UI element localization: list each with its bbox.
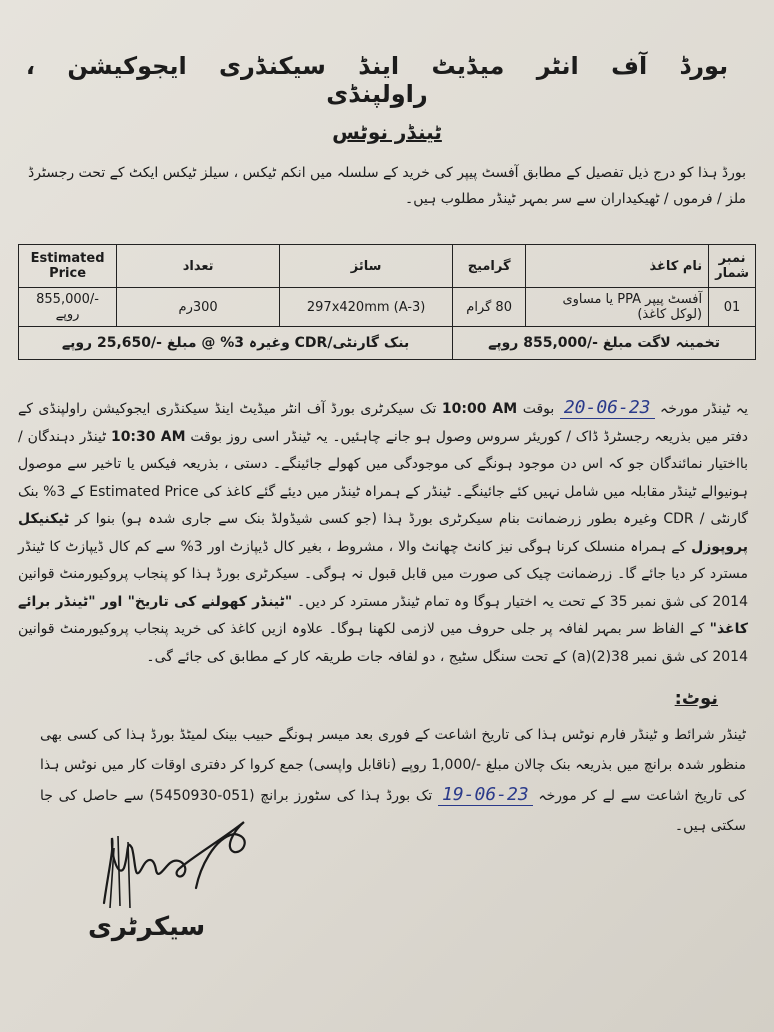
handwritten-open-date: 20-06-23 — [560, 397, 655, 419]
cell-grammage: 80 گرام — [453, 288, 526, 327]
header-serial: نمبر شمار — [709, 245, 756, 288]
body-text-f: کے الفاظ سر بمہر لفافہ پر جلی حروف میں لازمی لکھنا ہوگا۔ علاوہ ازیں کاغذ کی خرید پنجاب پروکیورمنٹ قوانین 2014 کی شق نمبر 38(2)(a) کے تحت سنگل سٹیج ، دو لفافہ جات طریقہ کار کے مطابق کی جائے گی۔ — [18, 621, 748, 665]
header-size: سائز — [280, 245, 453, 288]
cell-serial: 01 — [709, 288, 756, 327]
header-paper-name: نام کاغذ — [526, 245, 709, 288]
handwritten-forms-date: 19-06-23 — [438, 784, 533, 806]
tender-table — [18, 244, 756, 360]
notice-heading: ٹینڈر نوٹس — [332, 120, 442, 144]
intro-paragraph: بورڈ ہذا کو درج ذیل تفصیل کے مطابق آفسٹ پیپر کی خرید کے سلسلہ میں انکم ٹیکس ، سیلز ٹیکس ایکٹ کے تحت رجسٹرڈ ملز / فرموں / ٹھیکیداران سے سر بمہر ٹینڈر مطلوب ہیں۔ — [28, 165, 746, 207]
header-grammage: گرامیج — [453, 245, 526, 288]
body-text-d: ٹینڈر دہندگان / بااختیار نمائندگان جو کہ اس دن موجود ہونگے کی موجودگی میں کھولے جائینگے۔ دستی ، بذریعہ فیکس یا تاخیر سے موصول ہونیوالے ٹینڈر مقابلہ میں شامل نہیں کئے جائینگے۔ ٹینڈر کے ہمراہ ٹینڈر میں دیئے گئے کاغذ کی Estimated Price کے 3% بنک گارنٹی / CDR وغیرہ بطور زرضمانت بنام سیکرٹری بورڈ ہذا (جو کسی شیڈولڈ بنک سے جاری شدہ ہو) بنوا کر — [18, 428, 749, 527]
body-text-b: بوقت — [522, 401, 555, 417]
open-time: 10:30 AM — [110, 428, 186, 445]
note-text-a: ٹینڈر شرائط و ٹینڈر فارم نوٹس ہذا کی تاریخ اشاعت کے فوری بعد میسر ہونگے حبیب بینک لمیٹڈ بورڈ ہذا کی کسی بھی منظور شدہ برانچ میں بذریعہ بنک چالان مبلغ -/1,000 روپے (ناقابل واپسی) جمع کروا کر دفتری اوقات کار میں نوٹس ہذا کی تاریخ اشاعت سے لے کر مورخہ — [40, 727, 747, 804]
header-quantity: تعداد — [117, 245, 280, 288]
body-text-e: کے ہمراہ منسلک کرنا ہوگی نیز کانٹ چھانٹ والا ، مشروط ، بغیر کال ڈیپازٹ اور 3% سے کم کال ڈیپازٹ کا ٹینڈر مسترد کر دیا جائے گا۔ زرضمانت چیک کی صورت میں قابل قبول نہ ہوگی۔ سیکرٹری بورڈ ہذا کو پنجاب پروکیورمنٹ قوانین 2014 کی شق نمبر 35 کے تحت یہ اختیار ہوگا وہ تمام ٹینڈر مسترد کر دیں۔ — [18, 538, 748, 610]
cell-paper-name: آفسٹ پیپر PPA یا مساوی (لوکل کاغذ) — [526, 288, 709, 327]
body-text-c: تک سیکرٹری بورڈ آف انٹر میڈیٹ اینڈ سیکنڈری ایجوکیشن راولپنڈی کے دفتر میں بذریعہ رجسٹرڈ ڈاک / کوریئر سروس وصول ہو جانے چاہئیں۔ یہ ٹینڈر اسی روز بوقت — [18, 401, 749, 445]
table-header-row — [19, 245, 756, 288]
receive-time: 10:00 AM — [441, 401, 518, 417]
cell-quantity: 300رم — [117, 288, 280, 327]
signatory-title: سیکرٹری — [88, 912, 206, 942]
bank-guarantee: بنک گارنٹی/CDR وغیرہ 3% @ مبلغ -/25,650 روپے — [19, 327, 453, 360]
body-text-a: یہ ٹینڈر مورخہ — [660, 401, 748, 417]
header-estimated-price: Estimated Price — [19, 245, 117, 288]
cell-estimated-price: -/855,000 روپے — [19, 288, 117, 327]
note-label: نوٹ: — [674, 688, 718, 709]
table-row — [19, 288, 756, 327]
technical-proposal: ٹیکنیکل پروپوزل — [18, 511, 748, 555]
estimated-cost: تخمینہ لاگت مبلغ -/855,000 روپے — [453, 327, 756, 360]
signature-scribble — [84, 808, 264, 918]
envelope-phrase: "ٹینڈر کھولنے کی تاریخ" اور "ٹینڈر برائے کاغذ" — [18, 593, 749, 637]
note-text-b: تک بورڈ ہذا کی سٹورز برانچ (051-5450930) سے حاصل کی جا سکتی ہیں۔ — [40, 788, 746, 834]
board-title: بورڈ آف انٹر میڈیٹ اینڈ سیکنڈری ایجوکیشن ، راولپنڈی — [25, 52, 729, 108]
cell-size: 297x420mm (A-3) — [280, 288, 453, 327]
terms-paragraph — [18, 394, 748, 671]
summary-row — [19, 327, 756, 360]
